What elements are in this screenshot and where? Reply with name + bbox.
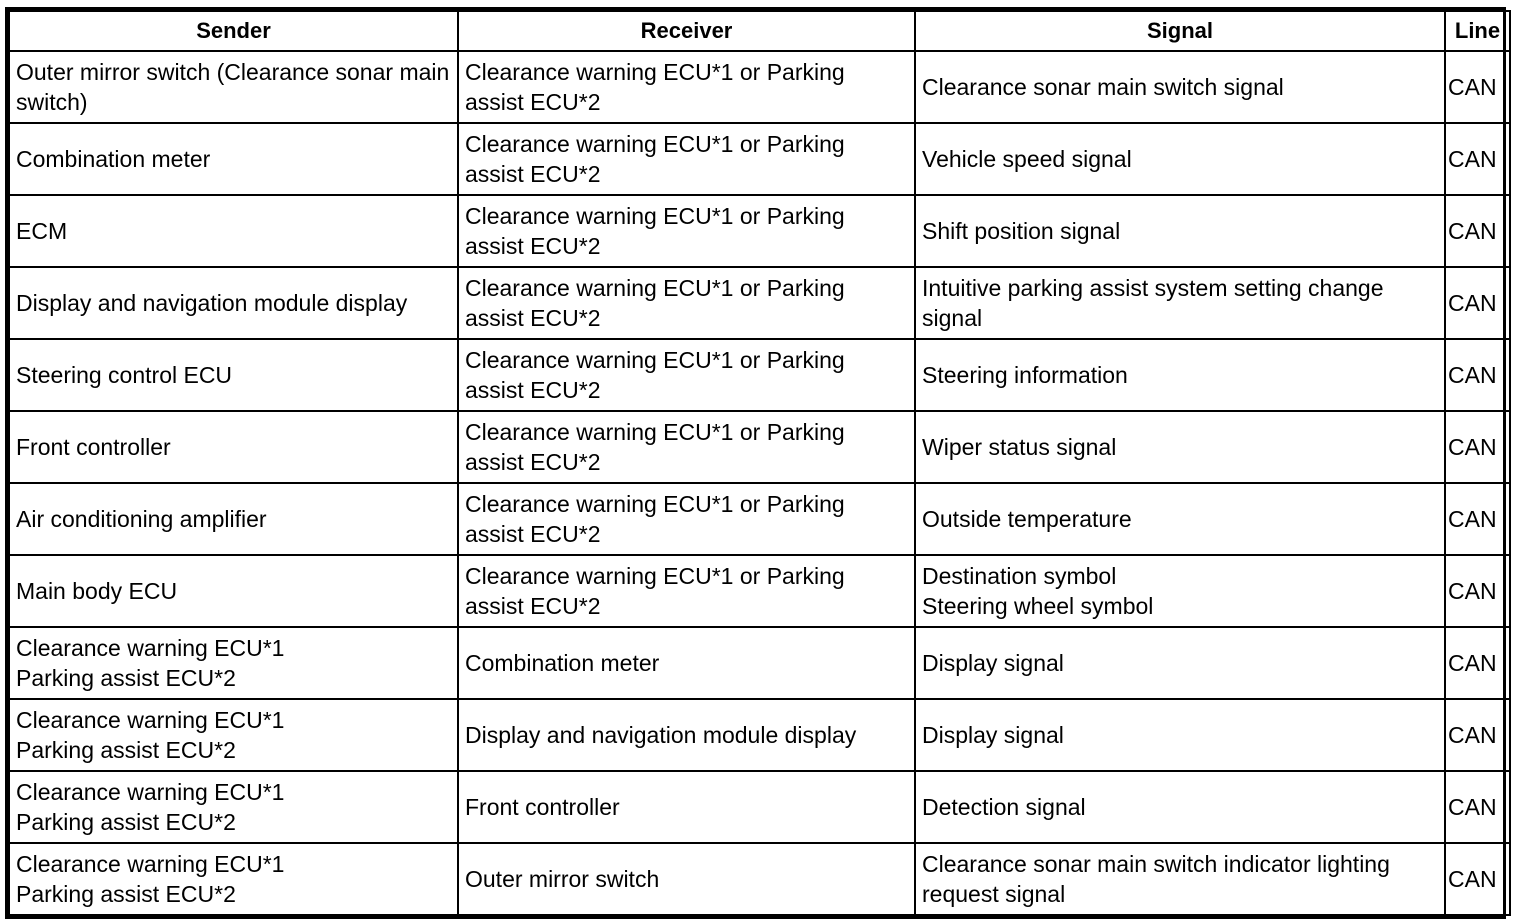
cell-sender	[9, 267, 458, 339]
cell-signal	[915, 339, 1445, 411]
signal-text: Outside temperature	[922, 506, 1132, 532]
table-border	[5, 7, 1506, 919]
cell-receiver	[458, 267, 915, 339]
receiver-text: Clearance warning ECU*1 or Parking assist ECU*2	[465, 563, 845, 619]
cell-signal	[915, 195, 1445, 267]
sender-text: Combination meter	[16, 146, 211, 172]
cell-receiver	[458, 339, 915, 411]
sender-text: Outer mirror switch (Clearance sonar main switch)	[16, 59, 450, 115]
sender-text: Steering control ECU	[16, 362, 233, 388]
cell-line: CAN	[1445, 123, 1510, 195]
signal-text: Display signal	[922, 650, 1064, 676]
signal-text: Steering information	[922, 362, 1128, 388]
cell-receiver	[458, 123, 915, 195]
sender-line: Parking assist ECU*2	[16, 737, 236, 763]
table-row	[9, 123, 1510, 195]
signal-line: Destination symbol	[922, 563, 1117, 589]
header-line: Line	[1445, 11, 1510, 51]
table-row	[9, 699, 1510, 771]
signal-text: Wiper status signal	[922, 434, 1117, 460]
receiver-text: Outer mirror switch	[465, 866, 660, 892]
receiver-text: Clearance warning ECU*1 or Parking assist ECU*2	[465, 491, 845, 547]
signal-text: Detection signal	[922, 794, 1086, 820]
cell-sender	[9, 843, 458, 915]
cell-signal	[915, 411, 1445, 483]
cell-signal	[915, 51, 1445, 123]
sender-line: Clearance warning ECU*1	[16, 635, 285, 661]
header-row	[9, 11, 1510, 51]
receiver-text: Combination meter	[465, 650, 660, 676]
cell-signal	[915, 123, 1445, 195]
cell-sender	[9, 483, 458, 555]
cell-signal	[915, 771, 1445, 843]
cell-line: CAN	[1445, 339, 1510, 411]
receiver-text: Display and navigation module display	[465, 722, 857, 748]
signal-text: Intuitive parking assist system setting change signal	[922, 275, 1384, 331]
header-sender: Sender	[9, 11, 458, 51]
cell-signal	[915, 267, 1445, 339]
sender-line: Clearance warning ECU*1	[16, 779, 285, 805]
sender-line: Parking assist ECU*2	[16, 809, 236, 835]
table-row	[9, 555, 1510, 627]
cell-receiver	[458, 843, 915, 915]
cell-receiver	[458, 483, 915, 555]
cell-line: CAN	[1445, 267, 1510, 339]
sender-line: Clearance warning ECU*1	[16, 707, 285, 733]
signal-line: Steering wheel symbol	[922, 593, 1154, 619]
header-signal: Signal	[915, 11, 1445, 51]
cell-signal	[915, 843, 1445, 915]
table-row	[9, 627, 1510, 699]
table-row	[9, 195, 1510, 267]
cell-line: CAN	[1445, 771, 1510, 843]
table-row	[9, 267, 1510, 339]
signal-text: Shift position signal	[922, 218, 1121, 244]
receiver-text: Clearance warning ECU*1 or Parking assist ECU*2	[465, 59, 845, 115]
cell-sender	[9, 51, 458, 123]
can-communication-table	[8, 10, 1511, 916]
cell-receiver	[458, 411, 915, 483]
cell-receiver	[458, 771, 915, 843]
cell-sender	[9, 699, 458, 771]
cell-receiver	[458, 699, 915, 771]
receiver-text: Clearance warning ECU*1 or Parking assist ECU*2	[465, 275, 845, 331]
table-row	[9, 843, 1510, 915]
signal-text: Clearance sonar main switch indicator lighting request signal	[922, 851, 1390, 907]
sender-text: Front controller	[16, 434, 171, 460]
sender-line: Parking assist ECU*2	[16, 881, 236, 907]
table-row	[9, 51, 1510, 123]
cell-receiver	[458, 555, 915, 627]
sender-line: Clearance warning ECU*1	[16, 851, 285, 877]
cell-sender	[9, 195, 458, 267]
table-row	[9, 339, 1510, 411]
sender-line: Parking assist ECU*2	[16, 665, 236, 691]
receiver-text: Clearance warning ECU*1 or Parking assist ECU*2	[465, 131, 845, 187]
receiver-text: Front controller	[465, 794, 620, 820]
signal-text: Vehicle speed signal	[922, 146, 1132, 172]
cell-line: CAN	[1445, 555, 1510, 627]
can-communication-table-container	[5, 7, 1506, 919]
signal-text: Clearance sonar main switch signal	[922, 74, 1284, 100]
cell-line: CAN	[1445, 411, 1510, 483]
cell-sender	[9, 771, 458, 843]
cell-receiver	[458, 195, 915, 267]
table-row	[9, 411, 1510, 483]
cell-line: CAN	[1445, 51, 1510, 123]
sender-text: ECM	[16, 218, 68, 244]
cell-signal	[915, 627, 1445, 699]
cell-sender	[9, 411, 458, 483]
header-receiver: Receiver	[458, 11, 915, 51]
sender-text: Air conditioning amplifier	[16, 506, 267, 532]
cell-signal	[915, 483, 1445, 555]
cell-receiver	[458, 51, 915, 123]
sender-text: Display and navigation module display	[16, 290, 408, 316]
cell-sender	[9, 339, 458, 411]
cell-line: CAN	[1445, 195, 1510, 267]
cell-line: CAN	[1445, 699, 1510, 771]
table-row	[9, 483, 1510, 555]
receiver-text: Clearance warning ECU*1 or Parking assist ECU*2	[465, 419, 845, 475]
cell-signal	[915, 699, 1445, 771]
cell-receiver	[458, 627, 915, 699]
cell-line: CAN	[1445, 843, 1510, 915]
cell-line: CAN	[1445, 627, 1510, 699]
cell-sender	[9, 123, 458, 195]
cell-signal	[915, 555, 1445, 627]
signal-text: Display signal	[922, 722, 1064, 748]
receiver-text: Clearance warning ECU*1 or Parking assist ECU*2	[465, 347, 845, 403]
cell-sender	[9, 627, 458, 699]
sender-text: Main body ECU	[16, 578, 178, 604]
receiver-text: Clearance warning ECU*1 or Parking assist ECU*2	[465, 203, 845, 259]
cell-sender	[9, 555, 458, 627]
table-row	[9, 771, 1510, 843]
cell-line: CAN	[1445, 483, 1510, 555]
